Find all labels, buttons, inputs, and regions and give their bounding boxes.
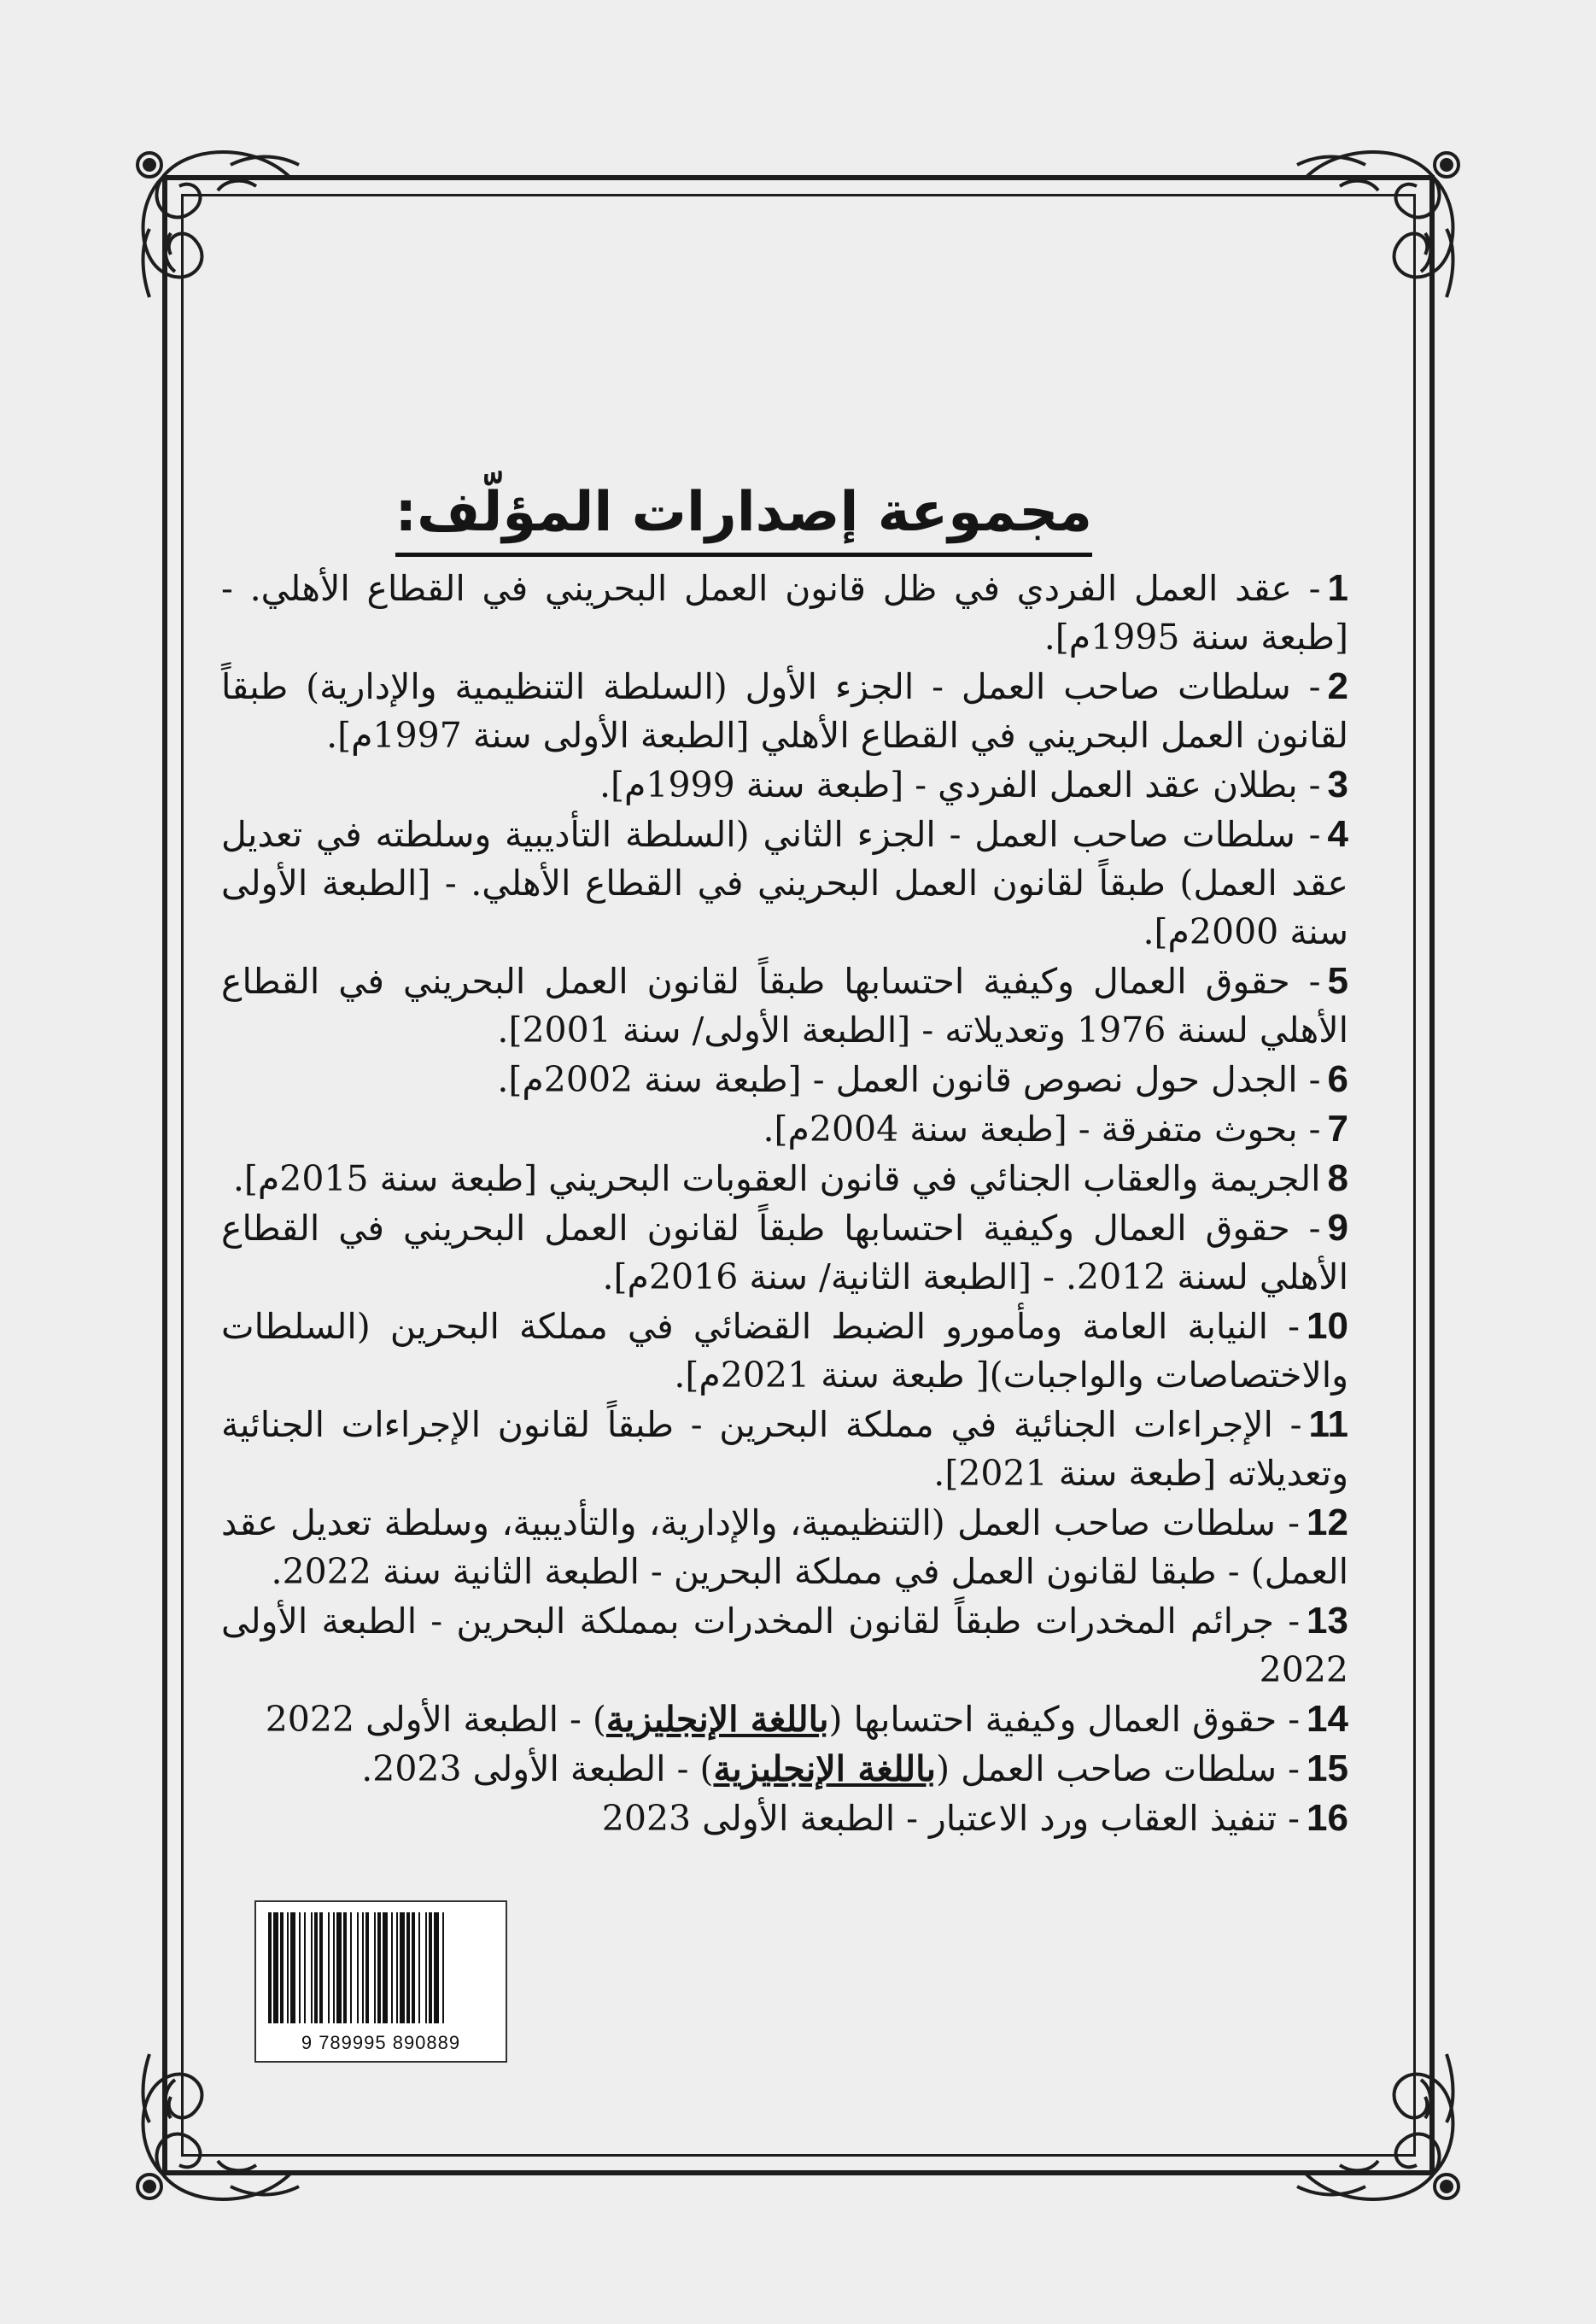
publication-item	[221, 1154, 1348, 1203]
publication-number: 14	[1307, 1698, 1348, 1740]
publications-list	[221, 564, 1348, 1843]
publication-number: 4	[1327, 813, 1348, 855]
publication-title: - حقوق العمال وكيفية احتسابها (	[828, 1699, 1301, 1740]
publication-item	[221, 1302, 1348, 1400]
publication-number: 2	[1327, 665, 1348, 707]
barcode-digits: 9 789995 890889	[301, 2032, 461, 2053]
publication-number: 1	[1327, 567, 1348, 609]
publication-number: 11	[1308, 1403, 1348, 1445]
publication-item	[221, 760, 1348, 810]
publication-number: 12	[1307, 1502, 1348, 1543]
publication-item	[221, 1596, 1348, 1695]
publication-item	[221, 1104, 1348, 1154]
publication-item	[221, 810, 1348, 957]
publication-item	[221, 1498, 1348, 1596]
publication-title: - جرائم المخدرات طبقاً لقانون المخدرات بمملكة البحرين - الطبعة الأولى 2022	[221, 1601, 1348, 1690]
ornament-corner-icon	[1289, 126, 1485, 323]
publication-number: 8	[1327, 1157, 1348, 1199]
publication-title: - حقوق العمال وكيفية احتسابها طبقاً لقانون العمل البحريني في القطاع الأهلي لسنة 2012. - [الطبعة الثانية/ سنة 2016م].	[221, 1208, 1348, 1297]
publication-item	[221, 1695, 1348, 1744]
publication-title: - بطلان عقد العمل الفردي - [طبعة سنة 1999م].	[599, 764, 1321, 805]
publication-title: - سلطات صاحب العمل - الجزء الأول (السلطة التنظيمية والإدارية) طبقاً لقانون العمل البحريني في القطاع الأهلي [الطبعة الأولى سنة 1997م].	[221, 666, 1348, 756]
publication-title: - تنفيذ العقاب ورد الاعتبار - الطبعة الأولى 2023	[601, 1798, 1301, 1839]
publication-edition: ) - الطبعة الأولى 2023.	[361, 1748, 714, 1789]
publication-item	[221, 564, 1348, 662]
ornament-corner-icon	[1289, 2028, 1485, 2225]
publication-title: - الجدل حول نصوص قانون العمل - [طبعة سنة 2002م].	[497, 1059, 1321, 1100]
publication-number: 13	[1307, 1600, 1348, 1642]
publication-number: 15	[1307, 1747, 1348, 1789]
publications-heading: مجموعة إصدارات المؤلّف:	[395, 474, 1093, 557]
publication-item	[221, 662, 1348, 760]
publication-title: الجريمة والعقاب الجنائي في قانون العقوبات البحريني [طبعة سنة 2015م].	[232, 1158, 1321, 1199]
publication-title: - سلطات صاحب العمل (التنظيمية، والإدارية، والتأديبية، وسلطة تعديل عقد العمل) - طبقا لقانون العمل في مملكة البحرين - الطبعة الثانية سنة 2022.	[221, 1502, 1348, 1592]
publication-item	[221, 1744, 1348, 1794]
publication-title: - عقد العمل الفردي في ظل قانون العمل البحريني في القطاع الأهلي. - [طبعة سنة 1995م].	[221, 568, 1348, 658]
publication-language-note: باللغة الإنجليزية	[713, 1748, 937, 1789]
publication-title: - الإجراءات الجنائية في مملكة البحرين - طبقاً لقانون الإجراءات الجنائية وتعديلاته [طبعة سنة 2021].	[221, 1404, 1348, 1494]
publication-number: 7	[1327, 1108, 1348, 1150]
publication-item	[221, 1055, 1348, 1104]
publication-title: - بحوث متفرقة - [طبعة سنة 2004م].	[763, 1109, 1321, 1150]
publication-number: 16	[1307, 1797, 1348, 1839]
isbn-barcode	[254, 1900, 507, 2063]
barcode-bars-icon	[268, 1912, 497, 2023]
publication-title: - سلطات صاحب العمل - الجزء الثاني (السلطة التأديبية وسلطته في تعديل عقد العمل) طبقاً لقانون العمل البحريني في القطاع الأهلي. - [الطبعة الأولى سنة 2000م].	[221, 814, 1348, 952]
publication-number: 9	[1327, 1207, 1348, 1249]
publication-language-note: باللغة الإنجليزية	[605, 1699, 829, 1740]
publication-title: - النيابة العامة ومأمورو الضبط القضائي في مملكة البحرين (السلطات والاختصاصات والواجبات)[ طبعة سنة 2021م].	[221, 1306, 1348, 1396]
publication-title: - سلطات صاحب العمل (	[936, 1748, 1301, 1789]
publication-number: 6	[1327, 1058, 1348, 1100]
publication-title: - حقوق العمال وكيفية احتسابها طبقاً لقانون العمل البحريني في القطاع الأهلي لسنة 1976 وتعديلاته - [الطبعة الأولى/ سنة 2001].	[221, 961, 1348, 1051]
publication-number: 3	[1327, 764, 1348, 805]
publication-edition: ) - الطبعة الأولى 2022	[265, 1699, 606, 1740]
publication-item	[221, 1400, 1348, 1498]
publication-item	[221, 1203, 1348, 1302]
publication-item	[221, 1794, 1348, 1843]
publication-item	[221, 957, 1348, 1055]
publication-number: 5	[1327, 960, 1348, 1002]
ornament-corner-icon	[111, 126, 307, 323]
publication-number: 10	[1307, 1305, 1348, 1347]
